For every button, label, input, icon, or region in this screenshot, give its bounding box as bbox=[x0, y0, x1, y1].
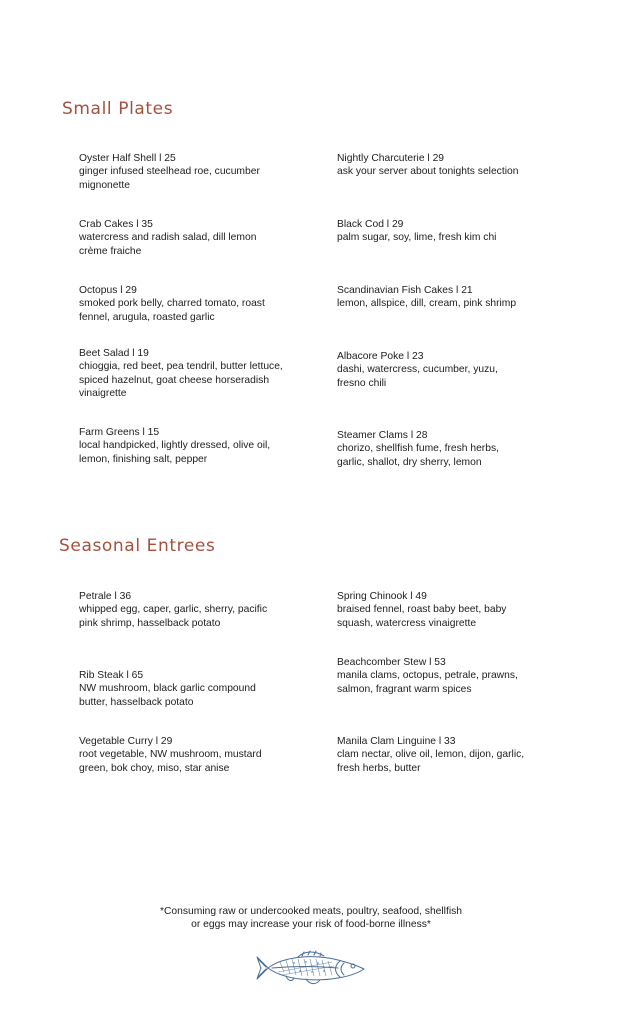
menu-item bbox=[337, 590, 527, 630]
item-description: local handpicked, lightly dressed, olive oil, lemon, finishing salt, pepper bbox=[79, 440, 271, 465]
menu-item bbox=[79, 669, 284, 709]
item-description: clam nectar, olive oil, lemon, dijon, garlic, fresh herbs, butter bbox=[337, 749, 525, 774]
small-plates-heading: Small Plates bbox=[62, 99, 174, 119]
fish-illustration-icon bbox=[254, 948, 368, 988]
menu-item bbox=[79, 426, 284, 466]
menu-item bbox=[337, 735, 527, 775]
item-description: chioggia, red beet, pea tendril, butter lettuce, spiced hazelnut, goat cheese horseradish vinaigrette bbox=[79, 361, 283, 400]
item-name: Black Cod l 29 bbox=[337, 219, 404, 230]
item-name: Crab Cakes l 35 bbox=[79, 219, 153, 230]
seasonal-entrees-heading: Seasonal Entrees bbox=[59, 536, 216, 556]
item-description: smoked pork belly, charred tomato, roast fennel, arugula, roasted garlic bbox=[79, 298, 265, 323]
item-description: watercress and radish salad, dill lemon crème fraiche bbox=[79, 232, 257, 257]
item-name: Petrale l 36 bbox=[79, 591, 132, 602]
menu-item bbox=[79, 590, 284, 630]
item-name: Spring Chinook l 49 bbox=[337, 591, 427, 602]
item-name: Nightly Charcuterie l 29 bbox=[337, 153, 445, 164]
food-safety-disclaimer bbox=[0, 905, 622, 931]
item-description: ask your server about tonights selection bbox=[337, 166, 519, 178]
item-name: Vegetable Curry l 29 bbox=[79, 736, 173, 747]
item-name: Manila Clam Linguine l 33 bbox=[337, 736, 456, 747]
menu-item bbox=[337, 429, 527, 469]
item-name: Albacore Poke l 23 bbox=[337, 351, 424, 362]
item-description: manila clams, octopus, petrale, prawns, salmon, fragrant warm spices bbox=[337, 670, 518, 695]
item-description: NW mushroom, black garlic compound butter, hasselback potato bbox=[79, 683, 256, 708]
item-description: whipped egg, caper, garlic, sherry, pacific pink shrimp, hasselback potato bbox=[79, 604, 268, 629]
item-name: Octopus l 29 bbox=[79, 285, 137, 296]
item-description: palm sugar, soy, lime, fresh kim chi bbox=[337, 232, 497, 244]
disclaimer-line: *Consuming raw or undercooked meats, poultry, seafood, shellfish bbox=[159, 906, 462, 917]
menu-item bbox=[337, 350, 527, 390]
menu-item bbox=[337, 656, 527, 696]
item-description: ginger infused steelhead roe, cucumber mignonette bbox=[79, 166, 260, 191]
item-name: Oyster Half Shell l 25 bbox=[79, 153, 176, 164]
disclaimer-line: or eggs may increase your risk of food-borne illness* bbox=[191, 919, 431, 930]
menu-item bbox=[337, 152, 527, 179]
item-name: Farm Greens l 15 bbox=[79, 427, 160, 438]
menu-item bbox=[337, 218, 527, 245]
item-description: dashi, watercress, cucumber, yuzu, fresno chili bbox=[337, 364, 498, 389]
item-description: chorizo, shellfish fume, fresh herbs, garlic, shallot, dry sherry, lemon bbox=[337, 443, 499, 468]
menu-item bbox=[79, 347, 284, 401]
item-name: Rib Steak l 65 bbox=[79, 670, 144, 681]
menu-item bbox=[337, 284, 527, 311]
menu-item bbox=[79, 218, 284, 258]
menu-item bbox=[79, 735, 284, 775]
item-name: Beachcomber Stew l 53 bbox=[337, 657, 446, 668]
item-name: Beet Salad l 19 bbox=[79, 348, 149, 359]
item-name: Scandinavian Fish Cakes l 21 bbox=[337, 285, 473, 296]
menu-item bbox=[79, 152, 284, 192]
item-name: Steamer Clams l 28 bbox=[337, 430, 428, 441]
menu-item bbox=[79, 284, 284, 324]
item-description: braised fennel, roast baby beet, baby squash, watercress vinaigrette bbox=[337, 604, 507, 629]
item-description: lemon, allspice, dill, cream, pink shrimp bbox=[337, 298, 517, 310]
item-description: root vegetable, NW mushroom, mustard green, bok choy, miso, star anise bbox=[79, 749, 262, 774]
